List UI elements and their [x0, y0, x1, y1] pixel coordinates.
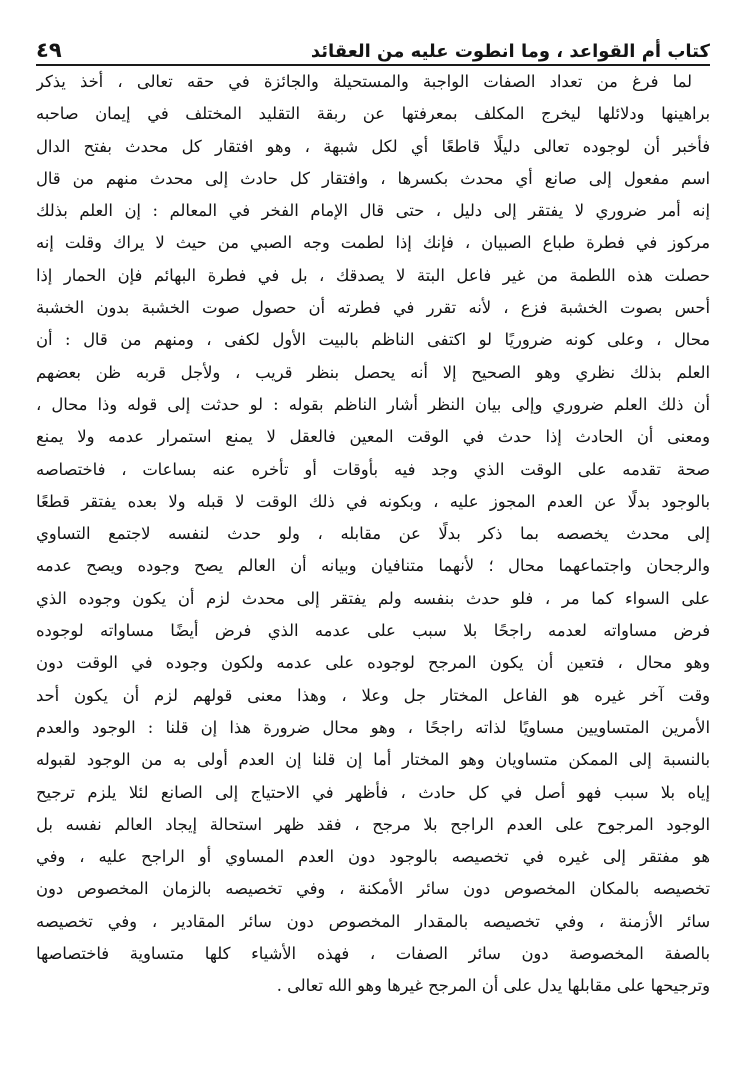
text-line: وقت آخر غيره هو الفاعل المختار جل وعلا ، وهذا معنى قولهم لزم أن يكون أحد [36, 685, 710, 705]
text-line: حصلت هذه اللطمة من غير فاعل البتة لا يصدقك ، بل في فطرة البهائم فإن الحمار إذا [36, 265, 710, 285]
text-line: فرض مساواته لعدمه راجحًا بلا سبب على عدمه الذي فرض أيضًا مساواته لوجوده [36, 621, 710, 641]
text-line: مركوز في فطرة طباع الصبيان ، فإنك إذا لطمت وجه الصبي من حيث لا يراك وقلت إنه [36, 233, 710, 253]
text-line: سائر الأزمنة ، وفي تخصيصه بالمقدار المخصوص دون سائر المقادير ، وفي تخصيصه [36, 911, 710, 931]
text-line: الوجود المرجوح على العدم الراجح بلا مرجح ، فقد ظهر استحالة إيجاد العالم نفسه بل [36, 814, 710, 834]
text-line: لما فرغ من تعداد الصفات الواجبة والمستحيلة والجائزة في حقه تعالى ، أخذ يذكر [36, 72, 692, 91]
text-line: هو مفتقر إلى غيره في تخصيصه بالوجود دون العدم المساوي أو الراجح عليه ، وفي [36, 847, 710, 867]
body-text [36, 66, 710, 1003]
page-number: ٤٩ [36, 38, 62, 62]
text-line: على السواء كما مر ، فلو حدث بنفسه ولم يفتقر إلى محدث لزم أن يكون وجوده الذي [36, 588, 710, 608]
text-line: فأخبر أن لوجوده تعالى دليلًا قاطعًا أي لكل شبهة ، وهو افتقار كل محدث بفتح الدال [36, 136, 710, 156]
running-title: كتاب أم القواعد ، وما انطوت عليه من العقائد [310, 41, 710, 62]
text-line: إياه بلا سبب فهو أصل في كل حادث ، فأظهر في الاحتياج إلى الصانع لئلا يلزم ترجيح [36, 782, 710, 802]
text-line: وهو محال ، فتعين أن يكون المرجح لوجوده على عدمه ولكون وجوده في الوقت دون [36, 653, 710, 673]
text-line: إنه أمر ضروري لا يفتقر إلى دليل ، حتى قال الإمام الفخر في المعالم : إن العلم بذلك [36, 201, 710, 221]
text-line: ومعنى أن الحادث إذا حدث في الوقت المعين فالعقل لا يمنع استمرار عدمه ولا يمنع [36, 427, 710, 447]
text-line: اسم مفعول إلى صانع أي محدث بكسرها ، وافتقار كل حادث إلى محدث منهم من قال [36, 168, 710, 188]
text-line: أحس بصوت الخشبة فزع ، لأنه تقرر في فطرته أن حصول صوت الخشبة بدون الخشبة [36, 298, 710, 318]
text-line: وترجيحها على مقابلها يدل على أن المرجح غيرها وهو الله تعالى . [276, 976, 710, 996]
text-line: براهينها ودلائلها ليخرج المكلف بمعرفتها عن ربقة التقليد المختلف في إيمان صاحبه [36, 104, 710, 124]
text-line: تخصيصه بالمكان المخصوص دون سائر الأمكنة ، وفي تخصيصه بالزمان المخصوص دون [36, 879, 710, 899]
text-line: أن ذلك العلم ضروري وإلى بيان النظر أشار الناظم بقوله : لو حدثت إلى قوله وذا محال ، [36, 394, 710, 414]
text-line: بالوجود بدلًا عن العدم المجوز عليه ، وبكونه في ذلك الوقت لا قبله ولا بعده يفتقر قطعًا [36, 491, 710, 511]
text-line: بالصفة المخصوصة دون سائر الصفات ، فهذه الأشياء كلها متساوية فاختصاصها [36, 944, 710, 964]
text-line: الأمرين المتساويين مساويًا لذاته راجحًا ، وهو محال ضرورة هذا إن قلنا : الوجود والعدم [36, 717, 710, 737]
text-line: بالنسبة إلى الممكن متساويان وهو المختار أما إن قلنا إن العدم أولى به من الوجود لقبوله [36, 750, 710, 770]
text-line: والرجحان واجتماعهما محال ؛ لأنهما متنافيان وبيانه أن العالم يصح وجوده ويصح عدمه [36, 556, 710, 576]
text-line: إلى محدث يخصصه بما ذكر بدلًا عن مقابله ، ولو حدث لنفسه لاجتمع التساوي [36, 524, 710, 544]
text-line: صحة تقدمه على الوقت الذي وجد فيه بأوقات أو تأخره عنه بساعات ، فاختصاصه [36, 459, 710, 479]
text-line: محال ، وعلى كونه ضروريًا لو اكتفى الناظم بالبيت الأول لكفى ، ومنهم من قال : أن [36, 330, 710, 350]
text-line: العلم بذلك نظري وهو الصحيح إلا أنه يحصل بنظر قريب ، ولأجل قربه ظن بعضهم [36, 362, 710, 382]
running-header [36, 28, 710, 62]
